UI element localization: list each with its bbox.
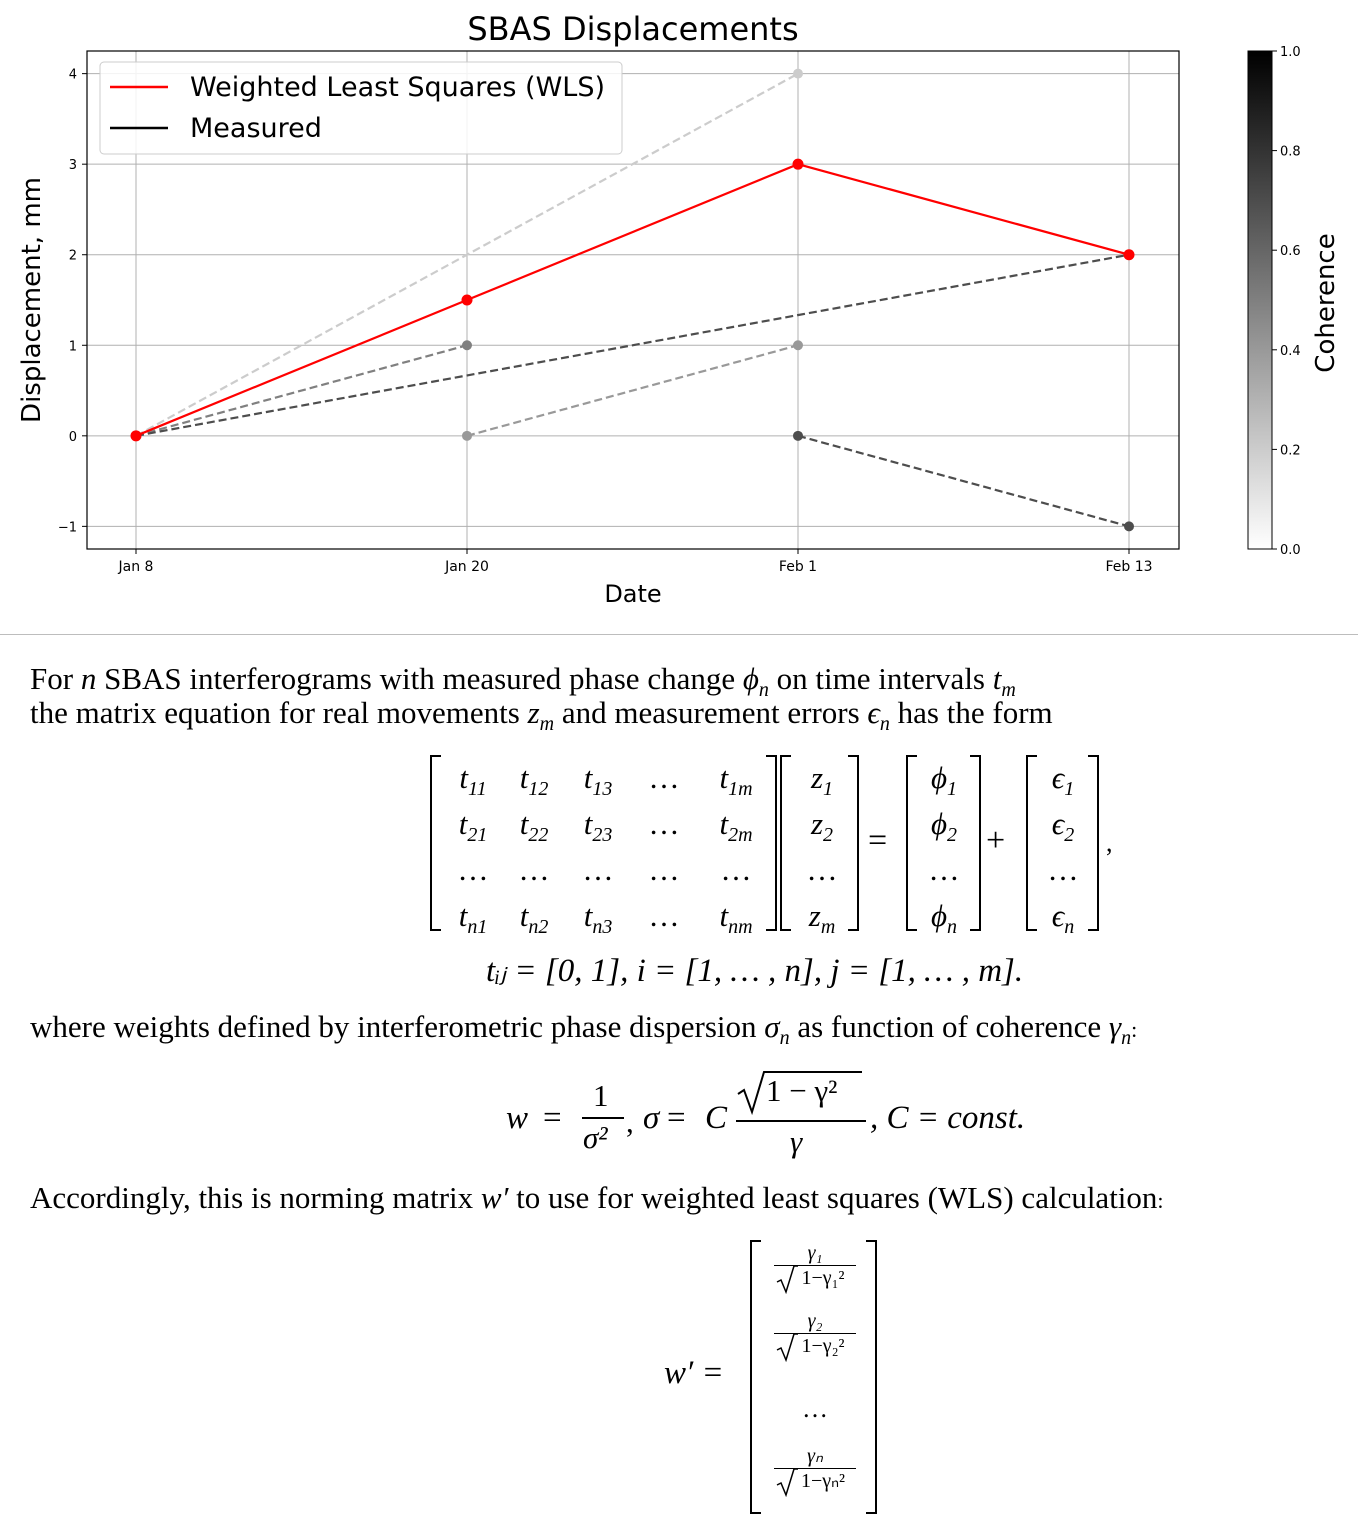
t-matrix bbox=[444, 755, 774, 939]
colorbar-tick-label: 0.2 bbox=[1280, 443, 1301, 459]
chart-title: SBAS Displacements bbox=[467, 10, 799, 48]
t-matrix-entry: … bbox=[648, 806, 680, 841]
t-matrix-entry: $t_{11}$ bbox=[459, 760, 487, 801]
y-tick-label: −1 bbox=[57, 520, 77, 536]
plus-sign: + bbox=[986, 822, 1006, 859]
w-vector-entry: … bbox=[802, 1394, 828, 1423]
t-matrix-entry: … bbox=[457, 852, 489, 887]
phi-vector-entry: $\phi_2$ bbox=[930, 806, 958, 847]
wls-point bbox=[131, 430, 142, 441]
t-matrix-entry: $t_{n3}$ bbox=[583, 898, 613, 939]
t-matrix-entry: $t_{2m}$ bbox=[719, 806, 753, 847]
t-matrix-entry: $t_{n1}$ bbox=[458, 898, 488, 939]
epsilon-vector-entry: $\epsilon_1$ bbox=[1051, 760, 1075, 801]
legend-label: Weighted Least Squares (WLS) bbox=[190, 72, 606, 103]
t-matrix-entry: $t_{n2}$ bbox=[519, 898, 549, 939]
y-axis-label: Displacement, mm bbox=[17, 177, 47, 423]
sbas-chart bbox=[0, 0, 1358, 620]
section-divider bbox=[0, 634, 1358, 635]
t-matrix-entry: $t_{23}$ bbox=[583, 806, 613, 847]
colorbar-tick-label: 0.4 bbox=[1280, 343, 1301, 359]
colorbar bbox=[1248, 51, 1272, 549]
epsilon-vector-entry: … bbox=[1047, 852, 1079, 887]
y-tick-label: 3 bbox=[68, 158, 77, 174]
measured-point bbox=[793, 340, 803, 350]
w-vector-entry: γ₂ 1−γ₂² bbox=[766, 1308, 864, 1376]
t-matrix-entry: $t_{12}$ bbox=[519, 760, 549, 801]
y-tick-label: 1 bbox=[68, 339, 77, 355]
wls-point bbox=[1124, 249, 1135, 260]
norming-line: Accordingly, this is norming matrix w′ to use for weighted least squares (WLS) calculation: bbox=[30, 1180, 1164, 1215]
intro-line-1: For n SBAS interferograms with measured phase change $\phi_n$ on time intervals $t_m$ bbox=[30, 661, 1016, 702]
y-tick-label: 2 bbox=[68, 248, 77, 264]
phi-vector bbox=[918, 755, 970, 939]
measured-point bbox=[793, 69, 803, 79]
y-tick-label: 4 bbox=[68, 67, 77, 83]
x-tick-label: Feb 1 bbox=[778, 559, 818, 575]
legend-label: Measured bbox=[190, 113, 322, 144]
t-matrix-entry: … bbox=[648, 898, 680, 933]
trailing-comma: , bbox=[1106, 828, 1113, 857]
t-matrix-entry: … bbox=[582, 852, 614, 887]
x-tick-label: Feb 13 bbox=[1105, 559, 1153, 575]
phi-vector-entry: $\phi_n$ bbox=[930, 898, 958, 939]
colorbar-tick-label: 1.0 bbox=[1280, 45, 1301, 60]
colorbar-label: Coherence bbox=[1311, 233, 1341, 373]
colorbar-tick-label: 0.6 bbox=[1280, 244, 1301, 260]
equals-sign: = bbox=[868, 822, 888, 859]
phi-vector-entry: $\phi_1$ bbox=[930, 760, 958, 801]
t-matrix-entry: $t_{13}$ bbox=[583, 760, 613, 801]
colorbar-tick-label: 0.8 bbox=[1280, 144, 1301, 160]
w-vector bbox=[766, 1240, 864, 1510]
z-vector-entry: $z_m$ bbox=[808, 898, 836, 939]
wls-point bbox=[462, 295, 473, 306]
epsilon-vector-entry: $\epsilon_2$ bbox=[1051, 806, 1075, 847]
measured-point bbox=[793, 431, 803, 441]
intro-line-2: the matrix equation for real movements $z_m$ and measurement errors $\epsilon_n$ has the form bbox=[30, 695, 1053, 736]
z-vector bbox=[792, 755, 852, 939]
phi-vector-entry: … bbox=[928, 852, 960, 887]
wls-point bbox=[793, 159, 804, 170]
t-matrix-entry: $t_{1m}$ bbox=[719, 760, 753, 801]
weights-line: where weights defined by interferometric phase dispersion $\sigma_n$ as function of coherence $\gamma_n$: bbox=[30, 1009, 1138, 1050]
colorbar-tick-label: 0.0 bbox=[1280, 543, 1301, 558]
t-matrix-entry: $t_{22}$ bbox=[519, 806, 549, 847]
epsilon-vector bbox=[1038, 755, 1088, 939]
index-condition: tᵢⱼ = [0, 1], i = [1, … , n], j = [1, … , m]. bbox=[486, 953, 1024, 989]
t-matrix-entry: $t_{nm}$ bbox=[719, 898, 753, 939]
t-matrix-entry: … bbox=[648, 760, 680, 795]
measured-point bbox=[1124, 521, 1134, 531]
epsilon-vector-entry: $\epsilon_n$ bbox=[1051, 898, 1075, 939]
w-vector-entry: γ₁ 1−γ₁² bbox=[766, 1240, 864, 1308]
t-matrix-entry: … bbox=[518, 852, 550, 887]
measured-point bbox=[462, 340, 472, 350]
x-tick-label: Jan 8 bbox=[118, 559, 154, 575]
w-vector-entry: γₙ 1−γₙ² bbox=[766, 1443, 864, 1511]
y-tick-label: 0 bbox=[68, 429, 77, 445]
x-axis-label: Date bbox=[604, 580, 662, 608]
z-vector-entry: $z_1$ bbox=[810, 760, 834, 801]
z-vector-entry: $z_2$ bbox=[810, 806, 834, 847]
z-vector-entry: … bbox=[806, 852, 838, 887]
t-matrix-entry: $t_{21}$ bbox=[458, 806, 488, 847]
t-matrix-entry: … bbox=[720, 852, 752, 887]
t-matrix-entry: … bbox=[648, 852, 680, 887]
measured-point bbox=[462, 431, 472, 441]
x-tick-label: Jan 20 bbox=[445, 559, 489, 575]
chart-canvas bbox=[0, 0, 1358, 620]
